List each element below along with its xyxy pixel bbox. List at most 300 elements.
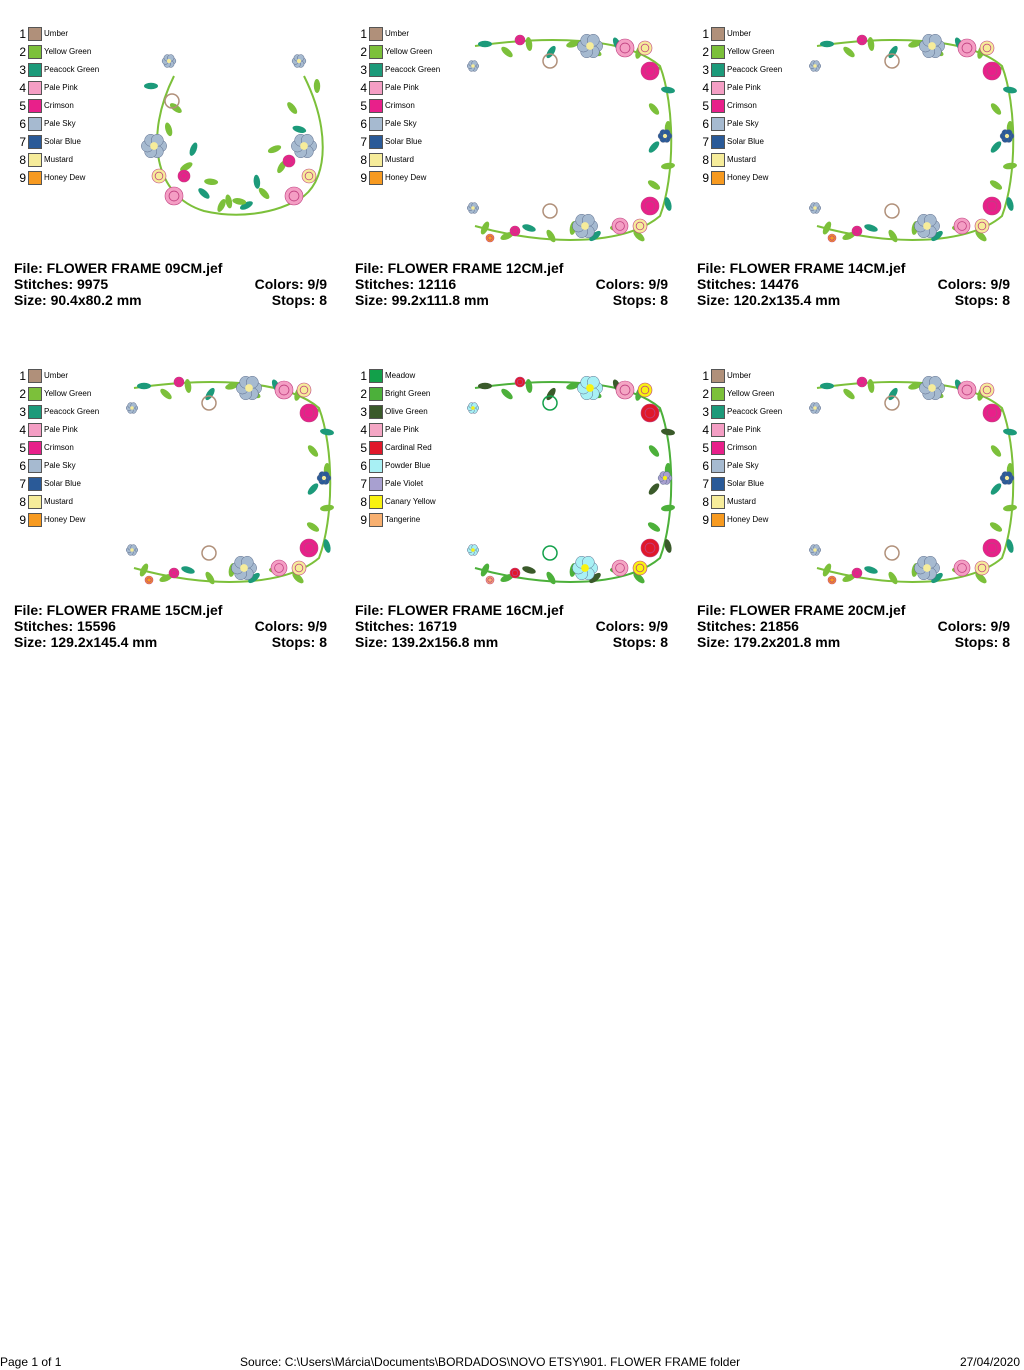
- leaf: [306, 444, 320, 459]
- color-swatch: [28, 405, 42, 419]
- leaf: [184, 379, 192, 394]
- color-swatch: [369, 369, 383, 383]
- small-blue-flower: [1000, 130, 1014, 143]
- file-name: File: FLOWER FRAME 12CM.jef: [355, 260, 564, 276]
- leaf: [842, 387, 857, 401]
- leaf: [521, 565, 536, 575]
- design-card: [697, 26, 1024, 326]
- color-number: 6: [19, 459, 26, 473]
- embroidery-preview: [455, 26, 685, 256]
- color-swatch: [711, 459, 725, 473]
- color-name: Honey Dew: [44, 515, 86, 524]
- embroidery-preview: [114, 368, 344, 598]
- color-name: Yellow Green: [44, 389, 92, 398]
- color-swatch: [28, 369, 42, 383]
- color-number: 1: [19, 369, 26, 383]
- yellow-rose: [633, 219, 647, 233]
- color-number: 8: [360, 153, 367, 167]
- color-number: 2: [702, 45, 709, 59]
- color-name: Peacock Green: [44, 407, 100, 416]
- small-blue-flower: [292, 55, 306, 68]
- pink-rose: [958, 39, 976, 57]
- color-row: [697, 368, 807, 384]
- design-info: [697, 260, 1010, 308]
- color-row: [697, 476, 807, 492]
- color-number: 4: [19, 423, 26, 437]
- color-number: 7: [702, 477, 709, 491]
- small-blue-flower: [162, 55, 176, 68]
- orange-bud: [145, 576, 153, 584]
- swirl: [543, 204, 557, 218]
- leaf: [988, 520, 1003, 533]
- color-row: [697, 512, 807, 528]
- leaf: [500, 387, 515, 401]
- small-blue-flower: [809, 203, 821, 214]
- color-number: 3: [360, 63, 367, 77]
- crimson-bud: [515, 377, 525, 387]
- yellow-rose: [292, 561, 306, 575]
- pink-rose: [958, 381, 976, 399]
- color-name: Umber: [44, 371, 69, 380]
- leaf: [478, 41, 492, 47]
- color-swatch: [711, 513, 725, 527]
- pink-rose: [275, 381, 293, 399]
- leaf: [525, 379, 533, 394]
- yellow-rose: [633, 561, 647, 575]
- stitch-count: Stitches: 12116: [355, 276, 457, 292]
- color-number: 7: [360, 135, 367, 149]
- color-name: Yellow Green: [727, 389, 775, 398]
- leaf: [180, 565, 195, 575]
- color-name: Mustard: [727, 155, 756, 164]
- blue-flower: [914, 214, 939, 238]
- color-swatch: [369, 405, 383, 419]
- color-swatch: [711, 27, 725, 41]
- pink-rose: [612, 560, 628, 576]
- color-name: Peacock Green: [385, 65, 441, 74]
- color-row: [697, 494, 807, 510]
- leaf: [646, 520, 661, 533]
- color-swatch: [28, 423, 42, 437]
- color-name: Peacock Green: [727, 65, 783, 74]
- color-name: Pale Sky: [44, 119, 76, 128]
- color-number: 5: [19, 441, 26, 455]
- leaf: [887, 228, 900, 243]
- yellow-rose: [638, 41, 652, 55]
- leaf: [545, 228, 558, 243]
- orange-bud: [486, 234, 494, 242]
- color-swatch: [369, 81, 383, 95]
- color-swatch: [28, 459, 42, 473]
- embroidery-preview: [114, 26, 344, 256]
- leaf: [197, 186, 212, 200]
- color-number: 6: [702, 459, 709, 473]
- color-swatch: [28, 117, 42, 131]
- color-row: [355, 386, 465, 402]
- small-blue-flower: [467, 61, 479, 72]
- design-size: Size: 139.2x156.8 mm: [355, 634, 499, 650]
- page-number: Page 1 of 1: [0, 1355, 62, 1369]
- stop-count: Stops: 8: [271, 292, 327, 308]
- color-row: [14, 440, 124, 456]
- stop-count: Stops: 8: [954, 292, 1010, 308]
- color-name: Mustard: [44, 497, 73, 506]
- blue-flower: [141, 134, 166, 158]
- crimson-rose: [641, 62, 659, 80]
- leaf: [292, 124, 307, 134]
- color-swatch: [369, 477, 383, 491]
- color-name: Olive Green: [385, 407, 428, 416]
- file-name: File: FLOWER FRAME 15CM.jef: [14, 602, 223, 618]
- color-swatch: [711, 153, 725, 167]
- color-swatch: [369, 63, 383, 77]
- color-number: 2: [19, 45, 26, 59]
- color-name: Peacock Green: [44, 65, 100, 74]
- crimson-bud: [510, 568, 520, 578]
- color-name: Honey Dew: [727, 515, 769, 524]
- color-number: 3: [19, 405, 26, 419]
- color-row: [355, 44, 465, 60]
- leaf: [989, 102, 1003, 117]
- color-row: [697, 134, 807, 150]
- print-date: 27/04/2020: [959, 1355, 1020, 1369]
- color-row: [697, 440, 807, 456]
- color-row: [14, 98, 124, 114]
- swirl: [885, 546, 899, 560]
- color-name: Mustard: [385, 155, 414, 164]
- color-name: Crimson: [44, 443, 74, 452]
- yellow-rose: [297, 383, 311, 397]
- leaf: [1003, 162, 1018, 170]
- color-number: 2: [360, 45, 367, 59]
- crimson-bud: [852, 568, 862, 578]
- color-number: 9: [19, 513, 26, 527]
- color-swatch: [369, 423, 383, 437]
- color-name: Pale Sky: [385, 119, 417, 128]
- color-swatch: [711, 423, 725, 437]
- pink-rose: [954, 560, 970, 576]
- color-name: Solar Blue: [44, 137, 81, 146]
- color-row: [355, 368, 465, 384]
- color-count: Colors: 9/9: [595, 618, 668, 634]
- stitch-count: Stitches: 15596: [14, 618, 116, 634]
- leaf: [989, 140, 1003, 155]
- blue-flower: [572, 556, 597, 580]
- color-number: 5: [702, 441, 709, 455]
- color-number: 4: [360, 81, 367, 95]
- blue-flower: [919, 34, 944, 58]
- design-info: [355, 602, 668, 650]
- color-name: Solar Blue: [727, 137, 764, 146]
- color-number: 3: [702, 63, 709, 77]
- color-swatch: [28, 153, 42, 167]
- design-size: Size: 90.4x80.2 mm: [14, 292, 142, 308]
- color-row: [697, 152, 807, 168]
- design-info: [697, 602, 1010, 650]
- leaf: [267, 144, 282, 155]
- swirl: [885, 204, 899, 218]
- color-row: [14, 476, 124, 492]
- leaf: [661, 86, 676, 95]
- leaf: [863, 565, 878, 575]
- color-number: 8: [360, 495, 367, 509]
- color-number: 2: [702, 387, 709, 401]
- color-name: Crimson: [727, 443, 757, 452]
- color-swatch: [369, 459, 383, 473]
- color-number: 8: [19, 153, 26, 167]
- stitch-count: Stitches: 16719: [355, 618, 457, 634]
- small-blue-flower: [126, 403, 138, 414]
- leaf: [314, 79, 321, 93]
- leaf: [500, 45, 515, 59]
- small-blue-flower: [658, 472, 672, 485]
- color-number: 6: [360, 117, 367, 131]
- color-name: Cardinal Red: [385, 443, 432, 452]
- color-row: [355, 62, 465, 78]
- color-swatch: [711, 477, 725, 491]
- design-info: [14, 602, 327, 650]
- color-swatch: [711, 495, 725, 509]
- color-name: Solar Blue: [44, 479, 81, 488]
- color-number: 7: [19, 477, 26, 491]
- color-name: Umber: [727, 371, 752, 380]
- color-row: [355, 152, 465, 168]
- color-name: Pale Pink: [385, 425, 419, 434]
- color-swatch: [369, 513, 383, 527]
- leaf: [164, 122, 174, 137]
- color-number: 2: [19, 387, 26, 401]
- color-row: [14, 44, 124, 60]
- crimson-bud: [515, 35, 525, 45]
- leaf: [989, 444, 1003, 459]
- crimson-bud: [174, 377, 184, 387]
- color-swatch: [28, 135, 42, 149]
- embroidery-preview: [455, 368, 685, 598]
- pink-rose: [285, 187, 303, 205]
- crimson-rose: [300, 404, 318, 422]
- leaf: [647, 140, 661, 155]
- color-number: 1: [360, 27, 367, 41]
- color-swatch: [369, 45, 383, 59]
- color-swatch: [28, 45, 42, 59]
- leaf: [887, 570, 900, 585]
- leaf: [863, 223, 878, 233]
- source-path: Source: C:\Users\Márcia\Documents\BORDADOS\NOVO ETSY\901. FLOWER FRAME folder: [240, 1355, 741, 1369]
- leaf: [867, 37, 875, 52]
- color-row: [14, 368, 124, 384]
- color-swatch: [711, 99, 725, 113]
- yellow-rose: [975, 561, 989, 575]
- color-row: [355, 494, 465, 510]
- color-row: [697, 44, 807, 60]
- color-name: Tangerine: [385, 515, 421, 524]
- color-number: 4: [360, 423, 367, 437]
- leaf: [988, 178, 1003, 191]
- design-size: Size: 179.2x201.8 mm: [697, 634, 841, 650]
- color-row: [697, 26, 807, 42]
- blue-flower: [577, 376, 602, 400]
- color-swatch: [711, 171, 725, 185]
- color-swatch: [28, 387, 42, 401]
- leaf: [661, 428, 676, 437]
- color-row: [697, 80, 807, 96]
- orange-bud: [486, 576, 494, 584]
- color-swatch: [28, 81, 42, 95]
- color-row: [697, 458, 807, 474]
- leaf: [521, 223, 536, 233]
- color-count: Colors: 9/9: [937, 276, 1010, 292]
- color-number: 6: [19, 117, 26, 131]
- color-name: Umber: [727, 29, 752, 38]
- color-name: Pale Violet: [385, 479, 424, 488]
- color-count: Colors: 9/9: [595, 276, 668, 292]
- yellow-rose: [152, 169, 166, 183]
- leaf: [989, 482, 1003, 497]
- color-swatch: [369, 441, 383, 455]
- color-name: Pale Pink: [727, 83, 761, 92]
- color-swatch: [711, 81, 725, 95]
- leaf: [647, 102, 661, 117]
- crimson-bud: [283, 155, 295, 167]
- stop-count: Stops: 8: [612, 634, 668, 650]
- color-name: Umber: [385, 29, 410, 38]
- color-swatch: [28, 63, 42, 77]
- color-number: 9: [360, 513, 367, 527]
- color-name: Honey Dew: [44, 173, 86, 182]
- small-blue-flower: [1000, 472, 1014, 485]
- color-swatch: [711, 441, 725, 455]
- pink-rose: [165, 187, 183, 205]
- leaf: [285, 101, 299, 116]
- color-name: Pale Sky: [44, 461, 76, 470]
- color-name: Honey Dew: [385, 173, 427, 182]
- leaf: [867, 379, 875, 394]
- yellow-rose: [980, 383, 994, 397]
- color-number: 7: [702, 135, 709, 149]
- color-name: Peacock Green: [727, 407, 783, 416]
- color-row: [14, 80, 124, 96]
- color-name: Powder Blue: [385, 461, 431, 470]
- small-blue-flower: [809, 61, 821, 72]
- color-number: 4: [702, 423, 709, 437]
- color-swatch: [369, 153, 383, 167]
- pink-rose: [616, 381, 634, 399]
- color-swatch: [369, 99, 383, 113]
- yellow-rose: [975, 219, 989, 233]
- crimson-rose: [983, 539, 1001, 557]
- color-number: 7: [19, 135, 26, 149]
- color-row: [355, 26, 465, 42]
- color-row: [355, 80, 465, 96]
- leaf: [305, 520, 320, 533]
- color-row: [697, 386, 807, 402]
- color-name: Crimson: [727, 101, 757, 110]
- leaf: [842, 45, 857, 59]
- color-row: [14, 404, 124, 420]
- crimson-bud: [852, 226, 862, 236]
- design-size: Size: 129.2x145.4 mm: [14, 634, 158, 650]
- color-row: [697, 62, 807, 78]
- leaf: [204, 570, 217, 585]
- small-blue-flower: [126, 545, 138, 556]
- orange-bud: [828, 234, 836, 242]
- color-swatch: [28, 495, 42, 509]
- color-name: Canary Yellow: [385, 497, 436, 506]
- color-row: [697, 170, 807, 186]
- crimson-bud: [169, 568, 179, 578]
- color-name: Umber: [44, 29, 69, 38]
- color-name: Bright Green: [385, 389, 431, 398]
- color-row: [697, 116, 807, 132]
- color-number: 3: [702, 405, 709, 419]
- file-name: File: FLOWER FRAME 16CM.jef: [355, 602, 564, 618]
- color-number: 1: [19, 27, 26, 41]
- leaf: [257, 186, 271, 201]
- leaf: [159, 387, 174, 401]
- small-blue-flower: [809, 545, 821, 556]
- color-row: [355, 440, 465, 456]
- leaf: [137, 383, 151, 389]
- stitch-count: Stitches: 14476: [697, 276, 799, 292]
- color-count: Colors: 9/9: [937, 618, 1010, 634]
- color-number: 3: [360, 405, 367, 419]
- color-row: [14, 26, 124, 42]
- leaf: [646, 178, 661, 191]
- color-name: Yellow Green: [727, 47, 775, 56]
- color-swatch: [711, 369, 725, 383]
- crimson-rose: [641, 539, 659, 557]
- leaf: [820, 41, 834, 47]
- color-count: Colors: 9/9: [254, 276, 327, 292]
- color-row: [14, 116, 124, 132]
- leaf: [1003, 504, 1018, 512]
- small-blue-flower: [467, 403, 479, 414]
- file-name: File: FLOWER FRAME 09CM.jef: [14, 260, 223, 276]
- color-swatch: [711, 63, 725, 77]
- pink-rose: [616, 39, 634, 57]
- color-name: Honey Dew: [727, 173, 769, 182]
- color-swatch: [369, 117, 383, 131]
- color-row: [355, 170, 465, 186]
- leaf: [661, 504, 676, 512]
- stop-count: Stops: 8: [271, 634, 327, 650]
- design-size: Size: 99.2x111.8 mm: [355, 292, 489, 308]
- pink-rose: [954, 218, 970, 234]
- color-row: [697, 422, 807, 438]
- leaf: [188, 141, 199, 156]
- stitch-count: Stitches: 9975: [14, 276, 109, 292]
- crimson-rose: [641, 197, 659, 215]
- leaf: [545, 570, 558, 585]
- color-row: [355, 422, 465, 438]
- leaf: [306, 482, 320, 497]
- blue-flower: [577, 34, 602, 58]
- color-name: Yellow Green: [44, 47, 92, 56]
- yellow-rose: [638, 383, 652, 397]
- color-swatch: [369, 135, 383, 149]
- small-blue-flower: [467, 545, 479, 556]
- color-count: Colors: 9/9: [254, 618, 327, 634]
- design-card: [14, 368, 344, 668]
- small-blue-flower: [467, 203, 479, 214]
- leaf: [1003, 86, 1018, 95]
- leaf: [647, 444, 661, 459]
- crimson-rose: [983, 197, 1001, 215]
- crimson-rose: [300, 539, 318, 557]
- color-number: 9: [702, 171, 709, 185]
- color-number: 1: [702, 369, 709, 383]
- color-swatch: [369, 387, 383, 401]
